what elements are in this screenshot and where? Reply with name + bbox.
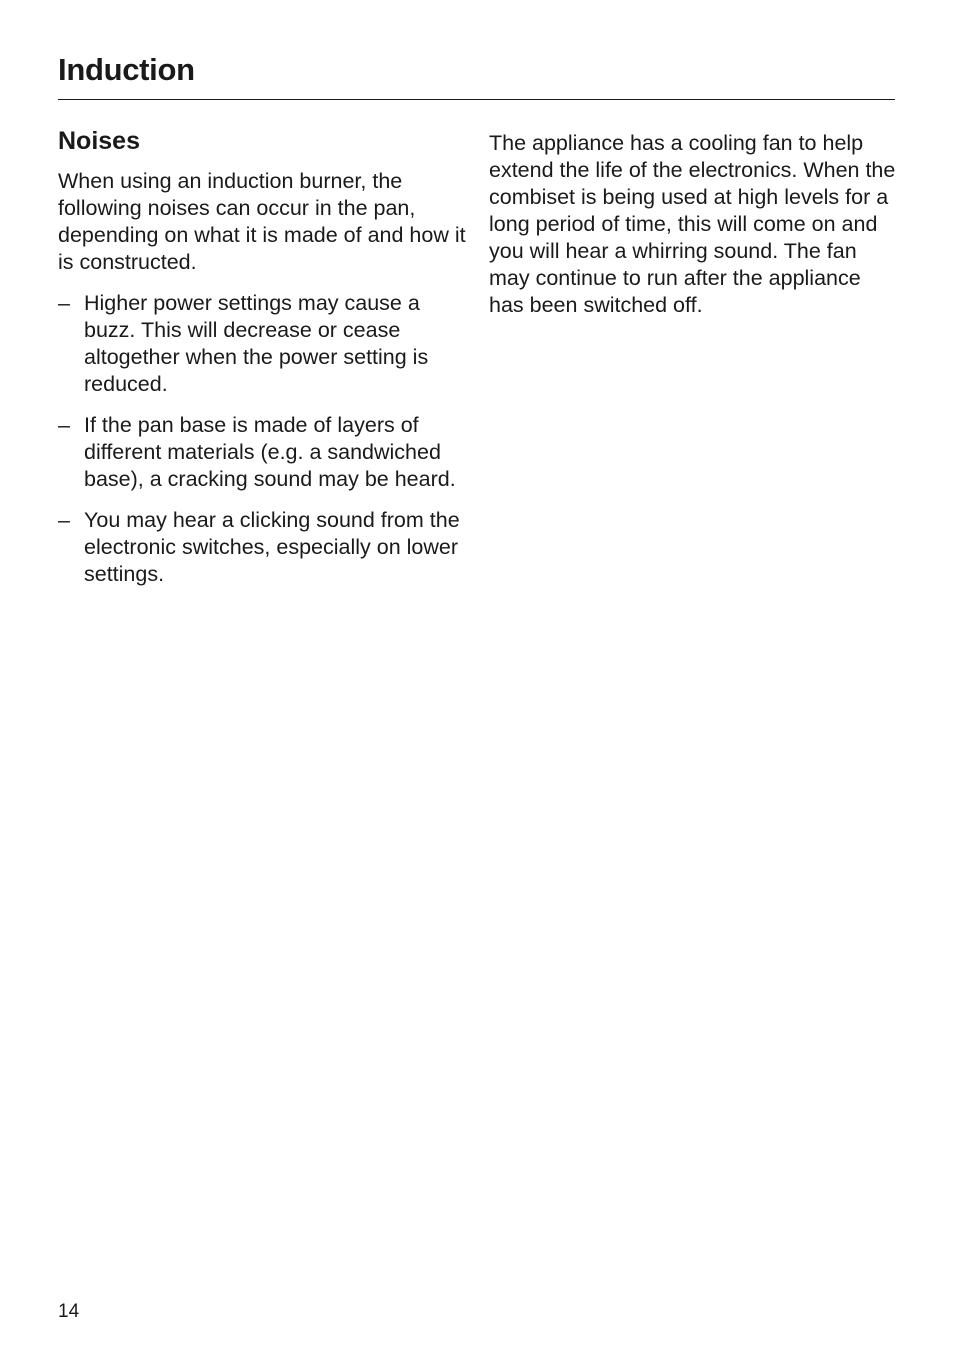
dash-marker: – [58,508,70,532]
list-item [58,507,468,588]
page-title: Induction [58,52,195,87]
list-item-text: You may hear a clicking sound from the electronic switches, especially on lower settings. [84,508,460,586]
list-item-text: If the pan base is made of layers of different materials (e.g. a sandwiched base), a cracking sound may be heard. [84,413,456,491]
right-column [489,130,899,319]
left-column [58,124,468,602]
header-divider [58,99,895,100]
page-header [58,50,895,90]
section-heading-noises: Noises [58,127,140,155]
list-item-text: Higher power settings may cause a buzz. This will decrease or cease altogether when the power setting is reduced. [84,291,429,396]
page-number: 14 [58,1301,80,1322]
dash-marker: – [58,413,70,437]
list-item [58,412,468,493]
list-item [58,290,468,398]
dash-marker: – [58,291,70,315]
noise-list [58,290,468,588]
cooling-fan-paragraph: The appliance has a cooling fan to help extend the life of the electronics. When the combiset is being used at high levels for a long period of time, this will come on and you will hear a whirring sound. The fan may continue to run after the appliance has been switched off. [489,131,896,317]
intro-paragraph: When using an induction burner, the following noises can occur in the pan, depending on what it is made of and how it is constructed. [58,169,466,274]
